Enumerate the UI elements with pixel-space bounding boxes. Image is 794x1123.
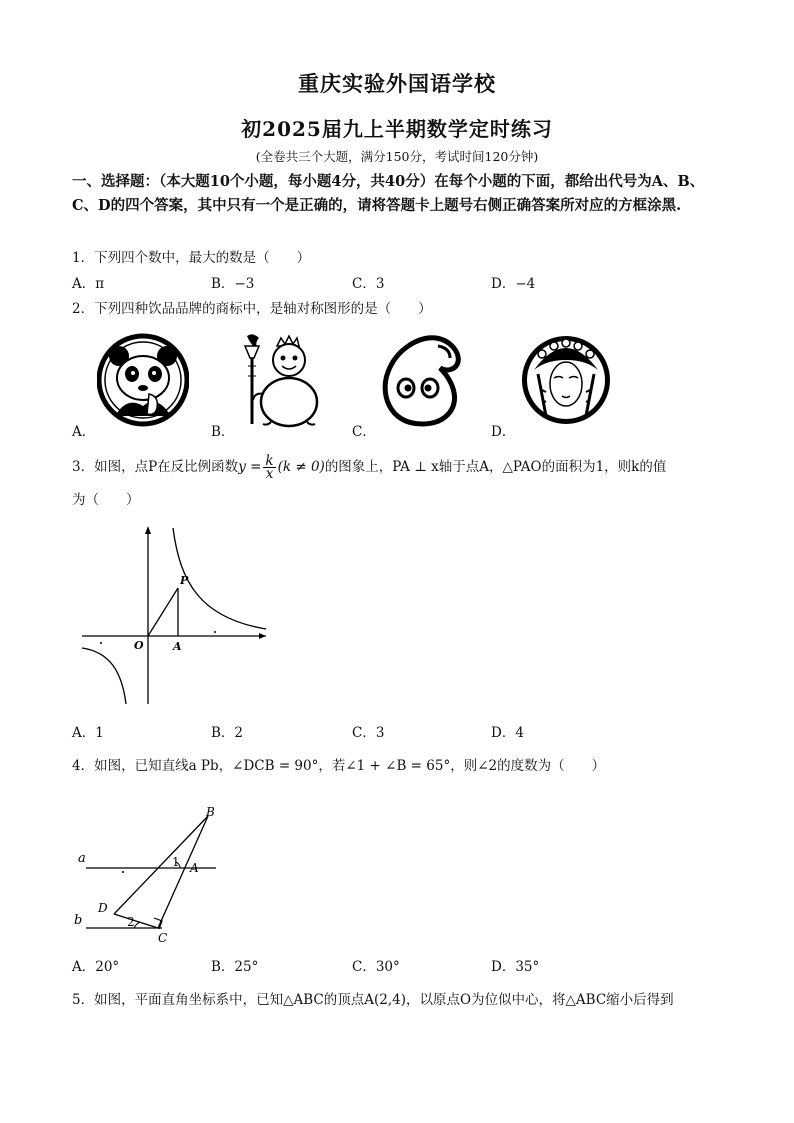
exam-note: (全卷共三个大题，满分150分，考试时间120分钟) bbox=[255, 149, 539, 164]
q2-option-a: A． bbox=[72, 424, 96, 440]
q4-option-c: C．30° bbox=[352, 959, 400, 975]
q4-label-angle-1: 1 bbox=[172, 855, 180, 869]
q1-stem: 1．下列四个数中，最大的数是（ ） bbox=[72, 250, 311, 266]
panda-logo-image bbox=[97, 332, 189, 428]
q4-label-d-point: D bbox=[98, 901, 108, 915]
q1-option-a: A．π bbox=[72, 276, 105, 292]
q4-label-b-line: b bbox=[74, 913, 83, 928]
q4-option-d: D．35° bbox=[491, 959, 540, 975]
q3-fraction bbox=[263, 455, 275, 480]
q3-fraction-denominator: x bbox=[265, 466, 274, 482]
q3-stem-part-b: 的图象上，PA ⊥ x轴于点A，△PAO的面积为1，则k的值 bbox=[324, 459, 667, 475]
q5-stem: 5．如图，平面直角坐标系中，已知△ABC的顶点A(2,4)，以原点O为位似中心，将△ABC缩小后得到 bbox=[72, 992, 674, 1008]
q3-stem-line2: 为（ ） bbox=[72, 492, 140, 508]
q4-option-a: A．20° bbox=[72, 959, 120, 975]
q3-option-b: B．2 bbox=[211, 725, 244, 741]
q2-option-c: C． bbox=[352, 424, 376, 440]
snowman-logo-image bbox=[237, 332, 323, 428]
q4-label-angle-2: 2 bbox=[127, 915, 135, 929]
q4-label-c-point: C bbox=[158, 931, 168, 945]
section-heading: 一、选择题：（本大题10个小题，每小题4分，共40分）在每个小题的下面，都给出代号为A、B、C、D的四个答案，其中只有一个是正确的，请将答题卡上题号右侧正确答案所对应的方框涂黑. bbox=[72, 173, 705, 214]
q3-hyperbola-figure bbox=[80, 522, 270, 708]
q4-label-b-point: B bbox=[206, 805, 215, 819]
q2-stem: 2．下列四种饮品品牌的商标中，是轴对称图形的是（ ） bbox=[72, 301, 432, 317]
q3-option-c: C．3 bbox=[352, 725, 385, 741]
opera-face-logo-image bbox=[516, 330, 616, 426]
q3-stem-part-a: 3．如图，点P在反比例函数 bbox=[72, 459, 239, 475]
q4-stem: 4．如图，已知直线a Pb，∠DCB = 90°，若∠1 + ∠B = 65°，则∠2的度数为（ ） bbox=[72, 758, 606, 774]
drop-face-logo-image bbox=[378, 332, 466, 428]
q3-fraction-numerator: k bbox=[265, 453, 274, 469]
q4-parallel-lines-figure bbox=[70, 800, 230, 946]
q3-label-o: O bbox=[134, 639, 144, 652]
q3-option-d: D．4 bbox=[491, 725, 524, 741]
q4-label-a-point: A bbox=[190, 861, 199, 875]
q4-label-a-line: a bbox=[78, 851, 86, 866]
school-name: 重庆实验外国语学校 bbox=[298, 71, 496, 96]
q2-option-b: B． bbox=[211, 424, 235, 440]
q3-label-a: A bbox=[173, 640, 182, 653]
q3-stem-line1 bbox=[72, 455, 772, 480]
q2-option-d: D． bbox=[491, 424, 516, 440]
q4-option-b: B．25° bbox=[211, 959, 259, 975]
exam-title: 初2025届九上半期数学定时练习 bbox=[241, 117, 553, 141]
q1-option-d: D．−4 bbox=[491, 276, 536, 292]
q3-label-p: P bbox=[180, 574, 189, 587]
q1-option-b: B．−3 bbox=[211, 276, 255, 292]
q1-option-c: C．3 bbox=[352, 276, 385, 292]
q3-option-a: A．1 bbox=[72, 725, 104, 741]
q3-func-y: y = bbox=[238, 459, 262, 475]
q3-func-condition: (k ≠ 0) bbox=[277, 459, 325, 475]
